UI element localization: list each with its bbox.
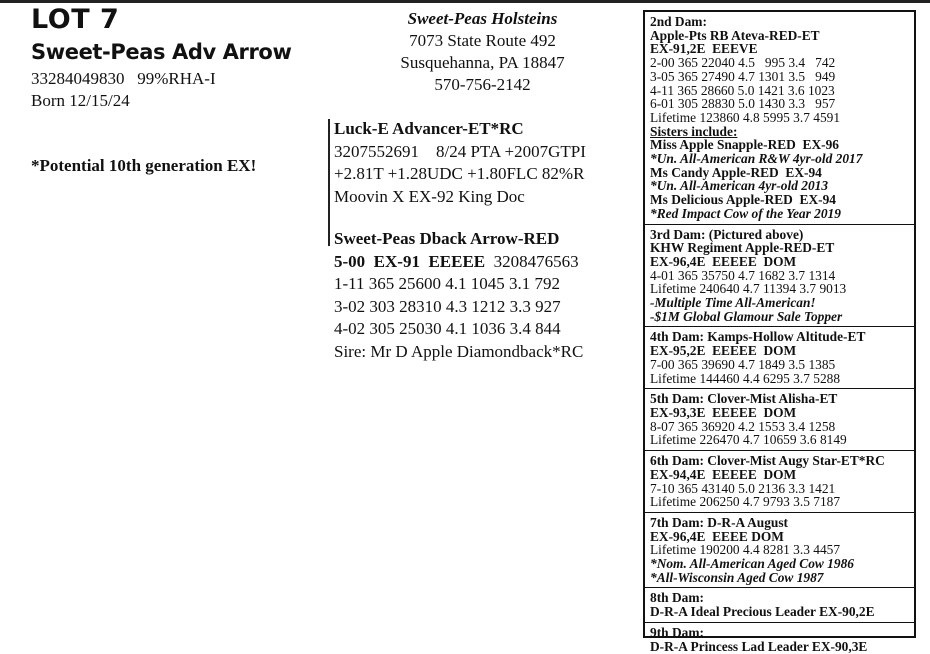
dam5-class: EX-93,3E EEEEE DOM <box>650 404 797 420</box>
sire-line-1: 3207552691 8/24 PTA +2007GTPI <box>334 141 586 161</box>
sire-name: Luck-E Advancer-ET*RC <box>334 119 524 138</box>
section-divider <box>645 587 914 588</box>
sister-note: *Red Impact Cow of the Year 2019 <box>650 205 841 221</box>
dam-record: 1-11 365 25600 4.1 1045 3.1 792 <box>334 274 561 293</box>
dam-class: 5-00 EX-91 EEEEE <box>334 251 486 271</box>
sister-name: Ms Candy Apple-RED EX-94 <box>650 164 822 180</box>
dam3-class: EX-96,4E EEEEE DOM <box>650 253 797 269</box>
breeder-name: Sweet-Peas Holsteins <box>407 9 558 28</box>
dam-class-line <box>334 251 583 274</box>
sire-line-2: +2.81T +1.28UDC +1.80FLC 82%R <box>334 164 585 183</box>
sister-note: *Un. All-American 4yr-old 2013 <box>650 178 829 194</box>
dam2-name: Apple-Pts RB Ateva-RED-ET <box>650 27 820 43</box>
dam5-lifetime: Lifetime 226470 4.7 10659 3.6 8149 <box>650 432 847 448</box>
dam7-lifetime: Lifetime 190200 4.4 8281 3.3 4457 <box>650 542 841 558</box>
dam9-heading: 9th Dam: <box>650 624 704 640</box>
section-divider <box>645 622 914 623</box>
dam5-record: 8-07 365 36920 4.2 1553 3.4 1258 <box>650 418 836 434</box>
dam4-record: 7-00 365 39690 4.7 1849 3.5 1385 <box>650 356 836 372</box>
section-divider <box>645 450 914 451</box>
dam3-record: 4-01 365 35750 4.7 1682 3.7 1314 <box>650 267 836 283</box>
breeder-city: Susquehanna, PA 18847 <box>400 53 565 72</box>
dam6-section <box>650 454 914 509</box>
birth-date: Born 12/15/24 <box>31 91 130 110</box>
sister-name: Miss Apple Snapple-RED EX-96 <box>650 137 839 153</box>
dam8-name: D-R-A Ideal Precious Leader EX-90,2E <box>650 604 875 620</box>
dam-name: Sweet-Peas Dback Arrow-RED <box>334 229 560 248</box>
dam-reg: 3208476563 <box>485 251 579 271</box>
sister-name: Ms Delicious Apple-RED EX-94 <box>650 192 836 208</box>
dam8-heading: 8th Dam: <box>650 590 704 606</box>
breeder-info <box>380 8 585 96</box>
dam4-heading: 4th Dam: Kamps-Hollow Altitude-ET <box>650 329 866 345</box>
dam2-record: 2-00 365 22040 4.5 995 3.4 742 <box>650 55 836 71</box>
pedigree-box <box>643 10 916 654</box>
dam7-heading: 7th Dam: D-R-A August <box>650 514 789 530</box>
dam6-record: 7-10 365 43140 5.0 2136 3.3 1421 <box>650 480 836 496</box>
top-rule <box>0 0 930 3</box>
dam2-heading: 2nd Dam: <box>650 14 707 29</box>
dam2-class: EX-91,2E EEEVE <box>650 41 758 57</box>
dam7-class: EX-96,4E EEEE DOM <box>650 528 784 544</box>
dam4-lifetime: Lifetime 144460 4.4 6295 3.7 5288 <box>650 370 841 386</box>
dam9-name: D-R-A Princess Lad Leader EX-90,3E <box>650 638 868 654</box>
animal-name: Sweet-Peas Adv Arrow <box>31 40 292 64</box>
dam4-class: EX-95,2E EEEEE DOM <box>650 343 797 359</box>
section-divider <box>645 326 914 327</box>
dam9-section <box>650 626 914 653</box>
sister-note: *Un. All-American R&W 4yr-old 2017 <box>650 151 863 167</box>
dam4-section <box>650 330 914 385</box>
dam6-lifetime: Lifetime 206250 4.7 9793 3.5 7187 <box>650 494 841 510</box>
dam2-record: 4-11 365 28660 5.0 1421 3.6 1023 <box>650 82 835 98</box>
dam8-section <box>650 591 914 618</box>
lot-title: LOT 7 <box>31 4 120 35</box>
section-divider <box>645 512 914 513</box>
dam3-heading: 3rd Dam: (Pictured above) <box>650 226 804 242</box>
dam3-lifetime: Lifetime 240640 4.7 11394 3.7 9013 <box>650 281 847 297</box>
sire-line-3: Moovin X EX-92 King Doc <box>334 186 525 206</box>
dam3-name: KHW Regiment Apple-RED-ET <box>650 240 835 256</box>
potential-note: *Potential 10th generation EX! <box>31 156 257 175</box>
registration-line: 33284049830 99%RHA-I <box>31 69 216 88</box>
breeder-address: 7073 State Route 492 <box>409 31 556 50</box>
dam5-section <box>650 392 914 447</box>
dam2-lifetime: Lifetime 123860 4.8 5995 3.7 4591 <box>650 109 841 125</box>
dam7-note: *All-Wisconsin Aged Cow 1987 <box>650 569 824 585</box>
dam2-record: 3-05 365 27490 4.7 1301 3.5 949 <box>650 68 836 84</box>
dam-block <box>334 228 583 363</box>
dam5-heading: 5th Dam: Clover-Mist Alisha-ET <box>650 391 838 407</box>
sisters-heading: Sisters include: <box>650 123 738 139</box>
dam2-section <box>650 15 914 221</box>
dam2-record: 6-01 305 28830 5.0 1430 3.3 957 <box>650 96 836 112</box>
dam-record: 4-02 305 25030 4.1 1036 3.4 844 <box>334 319 561 338</box>
dam-record: 3-02 303 28310 4.3 1212 3.3 927 <box>334 296 561 316</box>
breeder-phone: 570-756-2142 <box>434 75 531 94</box>
dam6-heading: 6th Dam: Clover-Mist Augy Star-ET*RC <box>650 453 885 469</box>
dam-sire: Sire: Mr D Apple Diamondback*RC <box>334 341 584 361</box>
sire-block <box>334 118 586 208</box>
dam7-note: *Nom. All-American Aged Cow 1986 <box>650 556 854 572</box>
dam3-note: -$1M Global Glamour Sale Topper <box>650 308 843 324</box>
section-divider <box>645 224 914 225</box>
dam3-section <box>650 228 914 324</box>
pedigree-bracket <box>328 119 330 246</box>
section-divider <box>645 388 914 389</box>
dam3-note: -Multiple Time All-American! <box>650 295 816 311</box>
dam6-class: EX-94,4E EEEEE DOM <box>650 466 797 482</box>
dam7-section <box>650 516 914 585</box>
